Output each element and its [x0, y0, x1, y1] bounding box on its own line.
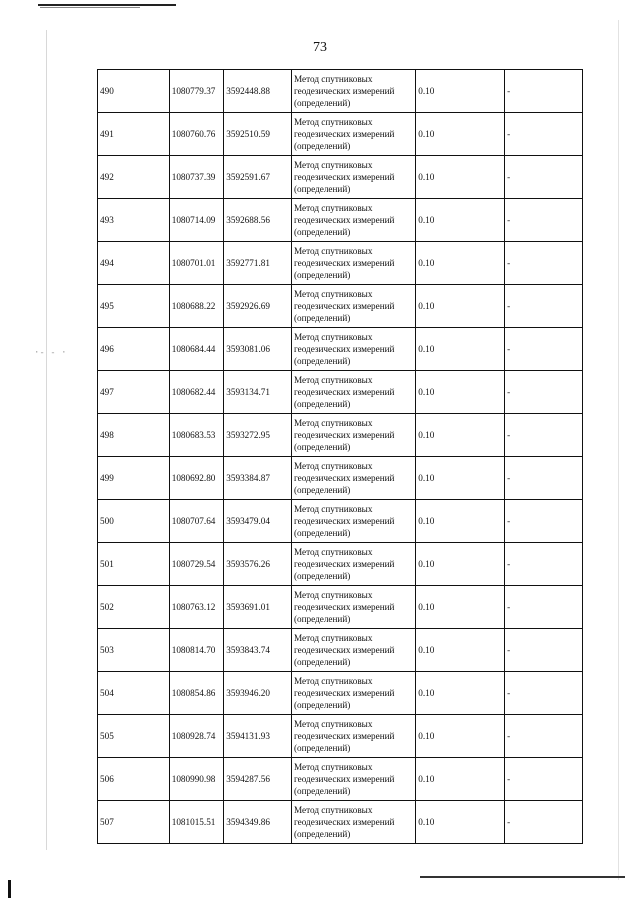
accuracy-cell: 0.10 — [416, 758, 505, 801]
y-coordinate-cell: 3593479.04 — [224, 500, 292, 543]
note-cell: - — [505, 715, 583, 758]
x-coordinate-cell: 1080928.74 — [169, 715, 224, 758]
accuracy-cell: 0.10 — [416, 457, 505, 500]
point-number-cell: 492 — [98, 156, 170, 199]
table-row — [98, 414, 583, 457]
method-cell: Метод спутниковых геодезических измерений (определений) — [291, 672, 415, 715]
x-coordinate-cell: 1080763.12 — [169, 586, 224, 629]
table-row — [98, 543, 583, 586]
method-cell: Метод спутниковых геодезических измерений (определений) — [291, 328, 415, 371]
x-coordinate-cell: 1080692.80 — [169, 457, 224, 500]
y-coordinate-cell: 3593272.95 — [224, 414, 292, 457]
note-cell: - — [505, 328, 583, 371]
method-cell: Метод спутниковых геодезических измерений (определений) — [291, 371, 415, 414]
y-coordinate-cell: 3593843.74 — [224, 629, 292, 672]
page-number: 73 — [313, 40, 327, 55]
note-cell: - — [505, 500, 583, 543]
accuracy-cell: 0.10 — [416, 414, 505, 457]
scan-margin-marks: ·- - · — [34, 348, 67, 358]
x-coordinate-cell: 1080814.70 — [169, 629, 224, 672]
note-cell: - — [505, 285, 583, 328]
accuracy-cell: 0.10 — [416, 70, 505, 113]
scan-right-edge — [618, 20, 619, 880]
note-cell: - — [505, 801, 583, 844]
table-row — [98, 70, 583, 113]
method-cell: Метод спутниковых геодезических измерений (определений) — [291, 715, 415, 758]
accuracy-cell: 0.10 — [416, 500, 505, 543]
accuracy-cell: 0.10 — [416, 543, 505, 586]
point-number-cell: 505 — [98, 715, 170, 758]
table-row — [98, 586, 583, 629]
point-number-cell: 497 — [98, 371, 170, 414]
x-coordinate-cell: 1080688.22 — [169, 285, 224, 328]
method-cell: Метод спутниковых геодезических измерений (определений) — [291, 113, 415, 156]
scan-top-rule — [38, 4, 176, 6]
x-coordinate-cell: 1080701.01 — [169, 242, 224, 285]
method-cell: Метод спутниковых геодезических измерений (определений) — [291, 758, 415, 801]
x-coordinate-cell: 1080684.44 — [169, 328, 224, 371]
scan-left-edge — [46, 30, 47, 850]
accuracy-cell: 0.10 — [416, 715, 505, 758]
table-row — [98, 113, 583, 156]
method-cell: Метод спутниковых геодезических измерений (определений) — [291, 629, 415, 672]
point-number-cell: 495 — [98, 285, 170, 328]
accuracy-cell: 0.10 — [416, 672, 505, 715]
note-cell: - — [505, 371, 583, 414]
note-cell: - — [505, 758, 583, 801]
point-number-cell: 503 — [98, 629, 170, 672]
accuracy-cell: 0.10 — [416, 328, 505, 371]
y-coordinate-cell: 3592926.69 — [224, 285, 292, 328]
x-coordinate-cell: 1080854.86 — [169, 672, 224, 715]
point-number-cell: 496 — [98, 328, 170, 371]
table-row — [98, 801, 583, 844]
y-coordinate-cell: 3592771.81 — [224, 242, 292, 285]
accuracy-cell: 0.10 — [416, 629, 505, 672]
x-coordinate-cell: 1080683.53 — [169, 414, 224, 457]
note-cell: - — [505, 113, 583, 156]
method-cell: Метод спутниковых геодезических измерений (определений) — [291, 199, 415, 242]
note-cell: - — [505, 414, 583, 457]
y-coordinate-cell: 3593384.87 — [224, 457, 292, 500]
table-row — [98, 242, 583, 285]
y-coordinate-cell: 3593691.01 — [224, 586, 292, 629]
x-coordinate-cell: 1080737.39 — [169, 156, 224, 199]
x-coordinate-cell: 1080990.98 — [169, 758, 224, 801]
table-row — [98, 457, 583, 500]
point-number-cell: 507 — [98, 801, 170, 844]
accuracy-cell: 0.10 — [416, 801, 505, 844]
method-cell: Метод спутниковых геодезических измерений (определений) — [291, 500, 415, 543]
point-number-cell: 493 — [98, 199, 170, 242]
accuracy-cell: 0.10 — [416, 586, 505, 629]
method-cell: Метод спутниковых геодезических измерений (определений) — [291, 70, 415, 113]
x-coordinate-cell: 1081015.51 — [169, 801, 224, 844]
note-cell: - — [505, 242, 583, 285]
x-coordinate-cell: 1080707.64 — [169, 500, 224, 543]
x-coordinate-cell: 1080760.76 — [169, 113, 224, 156]
x-coordinate-cell: 1080729.54 — [169, 543, 224, 586]
accuracy-cell: 0.10 — [416, 285, 505, 328]
table-row — [98, 758, 583, 801]
table-row — [98, 715, 583, 758]
point-number-cell: 499 — [98, 457, 170, 500]
y-coordinate-cell: 3593946.20 — [224, 672, 292, 715]
note-cell: - — [505, 199, 583, 242]
table-row — [98, 156, 583, 199]
point-number-cell: 491 — [98, 113, 170, 156]
y-coordinate-cell: 3592688.56 — [224, 199, 292, 242]
y-coordinate-cell: 3592591.67 — [224, 156, 292, 199]
note-cell: - — [505, 457, 583, 500]
table-row — [98, 285, 583, 328]
note-cell: - — [505, 70, 583, 113]
x-coordinate-cell: 1080682.44 — [169, 371, 224, 414]
y-coordinate-cell: 3594349.86 — [224, 801, 292, 844]
y-coordinate-cell: 3594287.56 — [224, 758, 292, 801]
table-row — [98, 629, 583, 672]
point-number-cell: 506 — [98, 758, 170, 801]
scan-bottom-mark — [8, 880, 11, 898]
y-coordinate-cell: 3594131.93 — [224, 715, 292, 758]
method-cell: Метод спутниковых геодезических измерений (определений) — [291, 543, 415, 586]
scan-bottom-rule — [420, 876, 625, 878]
table-row — [98, 672, 583, 715]
method-cell: Метод спутниковых геодезических измерений (определений) — [291, 156, 415, 199]
point-number-cell: 494 — [98, 242, 170, 285]
y-coordinate-cell: 3593576.26 — [224, 543, 292, 586]
point-number-cell: 490 — [98, 70, 170, 113]
table-row — [98, 328, 583, 371]
accuracy-cell: 0.10 — [416, 156, 505, 199]
accuracy-cell: 0.10 — [416, 113, 505, 156]
note-cell: - — [505, 672, 583, 715]
point-number-cell: 501 — [98, 543, 170, 586]
accuracy-cell: 0.10 — [416, 371, 505, 414]
method-cell: Метод спутниковых геодезических измерений (определений) — [291, 457, 415, 500]
method-cell: Метод спутниковых геодезических измерений (определений) — [291, 586, 415, 629]
y-coordinate-cell: 3593134.71 — [224, 371, 292, 414]
point-number-cell: 500 — [98, 500, 170, 543]
coordinates-table — [97, 69, 583, 844]
note-cell: - — [505, 156, 583, 199]
table-row — [98, 500, 583, 543]
method-cell: Метод спутниковых геодезических измерений (определений) — [291, 414, 415, 457]
method-cell: Метод спутниковых геодезических измерений (определений) — [291, 242, 415, 285]
table-row — [98, 371, 583, 414]
x-coordinate-cell: 1080714.09 — [169, 199, 224, 242]
scan-top-rule-faint — [40, 7, 140, 8]
y-coordinate-cell: 3592510.59 — [224, 113, 292, 156]
note-cell: - — [505, 586, 583, 629]
note-cell: - — [505, 629, 583, 672]
method-cell: Метод спутниковых геодезических измерений (определений) — [291, 801, 415, 844]
y-coordinate-cell: 3593081.06 — [224, 328, 292, 371]
note-cell: - — [505, 543, 583, 586]
table-row — [98, 199, 583, 242]
point-number-cell: 502 — [98, 586, 170, 629]
method-cell: Метод спутниковых геодезических измерений (определений) — [291, 285, 415, 328]
accuracy-cell: 0.10 — [416, 199, 505, 242]
x-coordinate-cell: 1080779.37 — [169, 70, 224, 113]
point-number-cell: 498 — [98, 414, 170, 457]
accuracy-cell: 0.10 — [416, 242, 505, 285]
point-number-cell: 504 — [98, 672, 170, 715]
y-coordinate-cell: 3592448.88 — [224, 70, 292, 113]
